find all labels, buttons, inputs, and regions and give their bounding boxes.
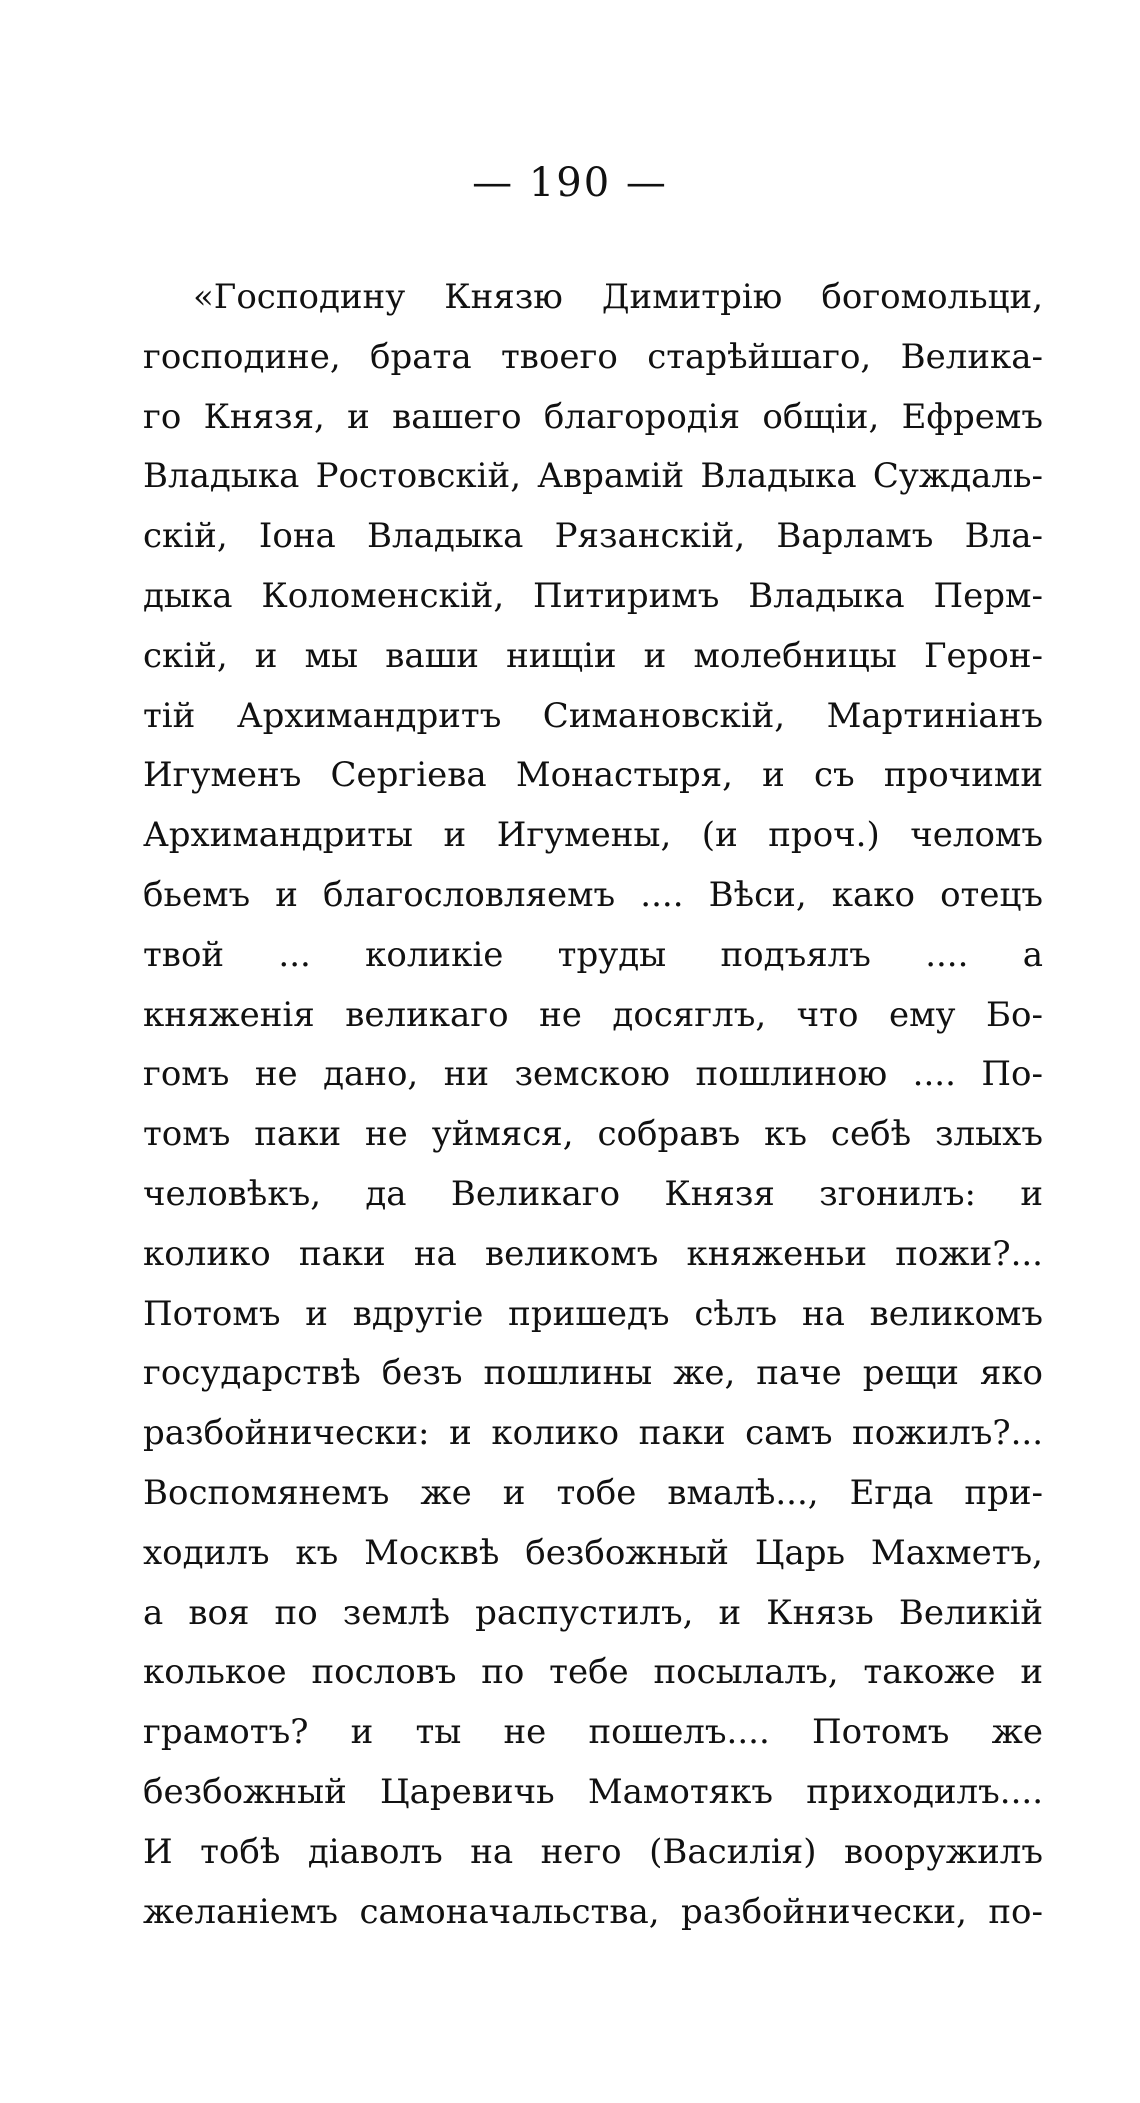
text-line: томъ паки не уймяся, собравъ къ себѣ злыхъ	[143, 1114, 1043, 1155]
text-line: грамотъ? и ты не пошелъ.... Потомъ же	[143, 1712, 1043, 1753]
text-line: бьемъ и благословляемъ .... Вѣси, како отецъ	[143, 874, 1043, 915]
text-line: твой ... коликіе труды подъялъ .... а	[143, 934, 1043, 975]
text-line: человѣкъ, да Великаго Князя згонилъ: и	[143, 1173, 1043, 1214]
text-line: безбожный Царевичь Мамотякъ приходилъ....	[143, 1771, 1043, 1812]
text-line: Воспомянемъ же и тобе вмалѣ..., Егда при-	[143, 1472, 1043, 1513]
text-line: ходилъ къ Москвѣ безбожный Царь Махметъ,	[143, 1532, 1043, 1573]
text-line: разбойнически: и колико паки самъ пожилъ?...	[143, 1413, 1043, 1454]
text-line: а воя по землѣ распустилъ, и Князь Великій	[143, 1592, 1043, 1633]
text-line: Владыка Ростовскій, Аврамій Владыка Суждаль-	[143, 456, 1043, 497]
text-line: скій, и мы ваши нищіи и молебницы Герон-	[143, 635, 1043, 676]
text-line: желаніемъ самоначальства, разбойнически, по-	[143, 1891, 1043, 1932]
text-line: Игуменъ Сергіева Монастыря, и съ прочими	[143, 755, 1043, 796]
text-line: тій Архимандритъ Симановскій, Мартиніанъ	[143, 695, 1043, 736]
text-line: государствѣ безъ пошлины же, паче рещи яко	[143, 1353, 1043, 1394]
text-line: «Господину Князю Димитрію богомольци,	[193, 277, 1043, 317]
text-line: гомъ не дано, ни земскою пошлиною .... По-	[143, 1054, 1043, 1095]
text-line: господине, брата твоего старѣйшаго, Велика-	[143, 336, 1043, 377]
text-line: Потомъ и вдругіе пришедъ сѣлъ на великомъ	[143, 1293, 1043, 1334]
text-line: княженія великаго не досяглъ, что ему Бо-	[143, 994, 1043, 1035]
text-line: Архимандриты и Игумены, (и проч.) челомъ	[143, 815, 1043, 856]
body-text	[143, 268, 1043, 1942]
page-number: — 190 —	[472, 160, 668, 206]
text-line: колико паки на великомъ княженьи пожи?...	[143, 1233, 1043, 1274]
text-line: И тобѣ діаволъ на него (Василія) вооружилъ	[143, 1831, 1043, 1872]
text-line: дыка Коломенскій, Питиримъ Владыка Перм-	[143, 575, 1043, 616]
text-line: колькое пословъ по тебе посылалъ, такоже и	[143, 1652, 1043, 1693]
text-line: скій, Іона Владыка Рязанскій, Варламъ Вла-	[143, 516, 1043, 557]
text-line: го Князя, и вашего благородія общіи, Ефремъ	[143, 396, 1043, 437]
